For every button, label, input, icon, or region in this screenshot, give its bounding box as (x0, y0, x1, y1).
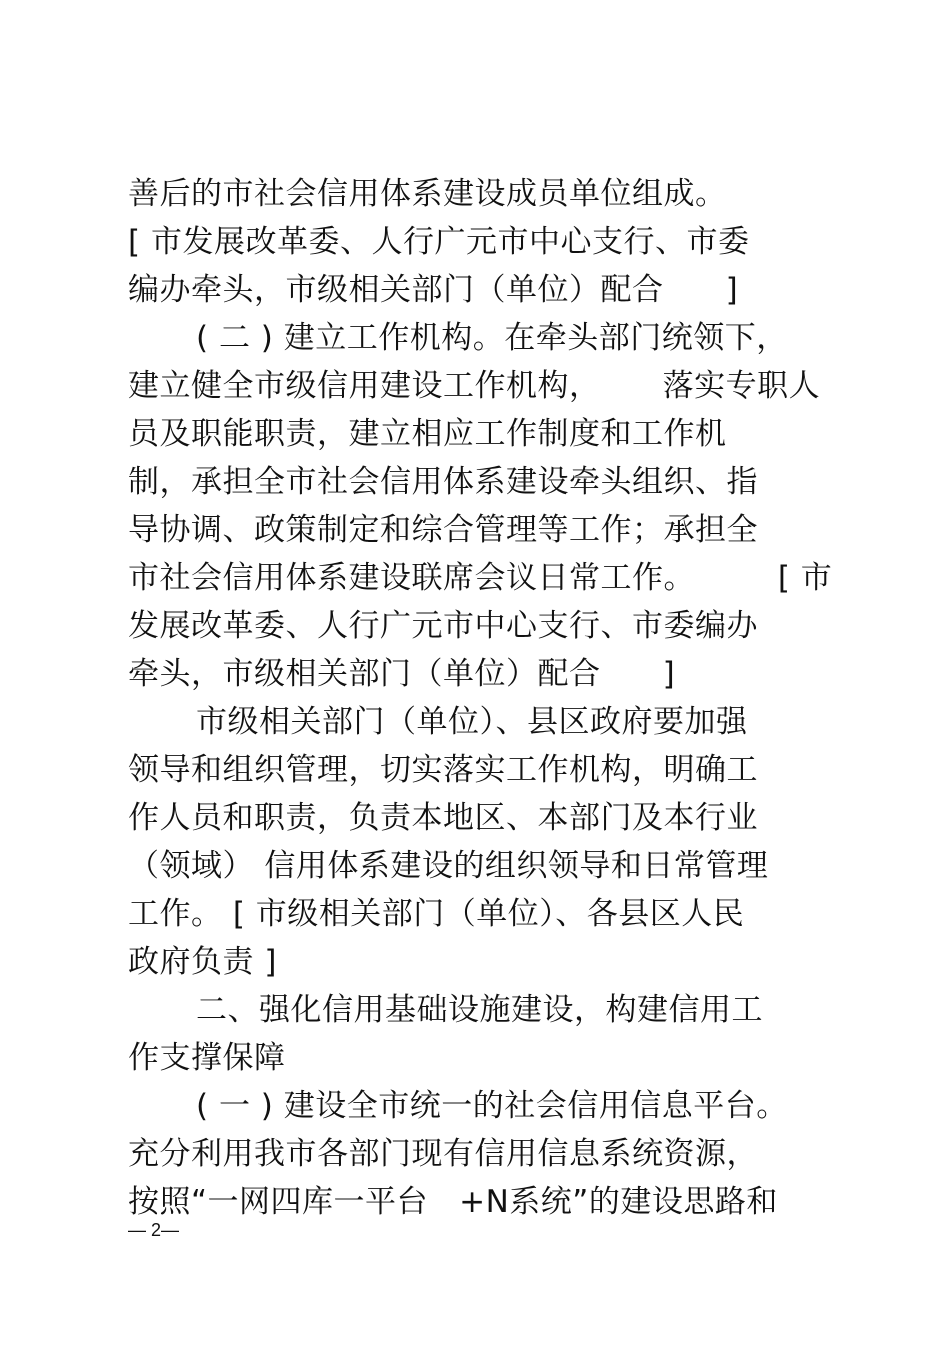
text-line-22: 按照“一网四库一平台 +N系统”的建设思路和 (128, 1184, 778, 1220)
text-line-3: 编办牵头，市级相关部门（单位）配合 ] (128, 272, 739, 308)
section-heading-line-1: 二、强化信用基础设施建设，构建信用工 (196, 992, 763, 1028)
text-line-6: 员及职能职责，建立相应工作制度和工作机 (128, 416, 727, 452)
text-line-7: 制，承担全市社会信用体系建设牵头组织、指 (128, 464, 758, 500)
text-line-20: ( 一 ) 建设全市统一的社会信用信息平台。 (196, 1088, 788, 1124)
text-line-11: 牵头，市级相关部门（单位）配合 ] (128, 656, 676, 692)
text-line-14: 作人员和职责，负责本地区、本部门及本行业 (128, 800, 758, 836)
page-number: — 2— (128, 1220, 180, 1240)
section-heading-line-2: 作支撑保障 (128, 1040, 286, 1076)
text-line-15: （领域） 信用体系建设的组织领导和日常管理 (128, 848, 769, 884)
text-line-1: 善后的市社会信用体系建设成员单位组成。 (128, 176, 727, 212)
text-line-8: 导协调、政策制定和综合管理等工作；承担全 (128, 512, 758, 548)
text-line-10: 发展改革委、人行广元市中心支行、市委编办 (128, 608, 758, 644)
text-line-21: 充分利用我市各部门现有信用信息系统资源， (128, 1136, 758, 1172)
text-line-5: 建立健全市级信用建设工作机构， 落实专职人 (128, 368, 821, 404)
text-line-12: 市级相关部门（单位）、县区政府要加强 (196, 704, 748, 740)
text-line-2: [ 市发展改革委、人行广元市中心支行、市委 (128, 224, 750, 260)
text-line-9: 市社会信用体系建设联席会议日常工作。 [ 市 (128, 560, 833, 596)
text-line-4: ( 二 ) 建立工作机构。在牵头部门统领下， (196, 320, 788, 356)
text-line-13: 领导和组织管理，切实落实工作机构，明确工 (128, 752, 758, 788)
text-line-17: 政府负责 ] (128, 944, 277, 980)
text-line-16: 工作。 [ 市级相关部门（单位）、各县区人民 (128, 896, 745, 932)
